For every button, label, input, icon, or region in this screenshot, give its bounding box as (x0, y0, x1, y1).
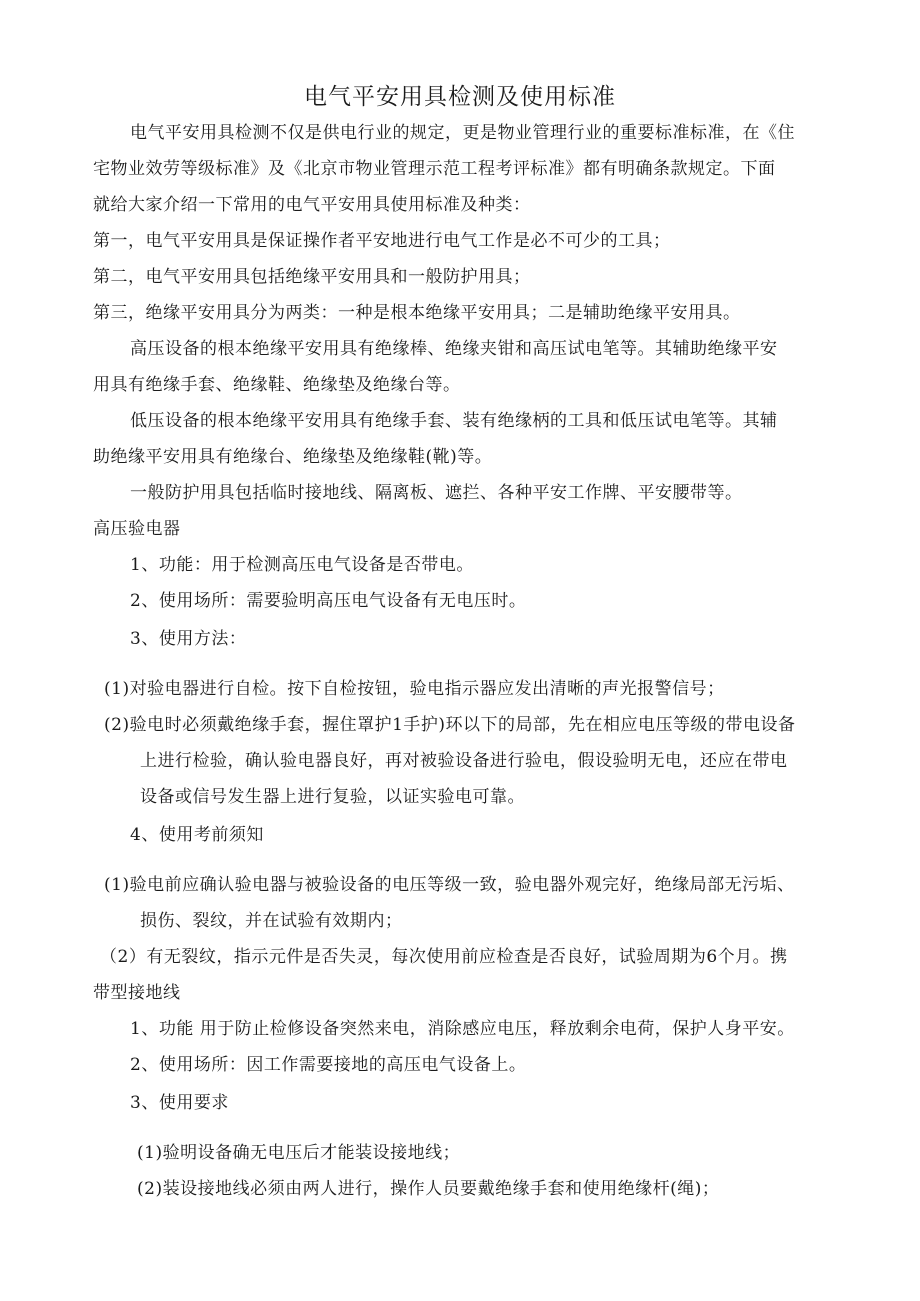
paragraph-line: 第三，绝缘平安用具分为两类：一种是根本绝缘平安用具；二是辅助绝缘平安用具。 (93, 303, 741, 323)
sub-list-continuation: 损伤、裂纹，并在试验有效期内； (140, 911, 403, 931)
sub-list-item: (1)验明设备确无电压后才能装设接地线； (137, 1143, 461, 1163)
list-item: 3、使用要求 (130, 1093, 229, 1113)
sub-list-continuation: 上进行检验，确认验电器良好，再对被验设备进行验电，假设验明无电，还应在带电 (140, 751, 788, 771)
sub-list-item: (1)验电前应确认验电器与被验设备的电压等级一致，验电器外观完好，绝缘局部无污垢、 (104, 875, 795, 895)
sub-list-continuation: 设备或信号发生器上进行复验，以证实验电可靠。 (140, 787, 525, 807)
paragraph-line: 用具有绝缘手套、绝缘鞋、绝缘垫及绝缘台等。 (93, 375, 461, 395)
document-title: 电气平安用具检测及使用标准 (304, 84, 616, 110)
sub-list-item: (2)装设接地线必须由两人进行，操作人员要戴绝缘手套和使用绝缘杆(绳)； (137, 1179, 720, 1199)
paragraph-line: 电气平安用具检测不仅是供电行业的规定，更是物业管理行业的重要标准标准，在《住 (130, 123, 795, 143)
list-item: 4、使用考前须知 (130, 825, 264, 845)
list-item: 3、使用方法： (130, 629, 247, 649)
paragraph-line: 就给大家介绍一下常用的电气平安用具使用标准及种类： (93, 195, 531, 215)
paragraph-line: 助绝缘平安用具有绝缘台、绝缘垫及绝缘鞋(靴)等。 (93, 447, 493, 467)
paragraph-line: 宅物业效劳等级标准》及《北京市物业管理示范工程考评标准》都有明确条款规定。下面 (93, 159, 776, 179)
section-heading: 带型接地线 (93, 983, 181, 1003)
paragraph-line: 第二，电气平安用具包括绝缘平安用具和一般防护用具； (93, 267, 531, 287)
sub-list-item: (2)验电时必须戴绝缘手套，握住罩护1手护)环以下的局部，先在相应电压等级的带电设备 (104, 715, 796, 735)
paragraph-line: 低压设备的根本绝缘平安用具有绝缘手套、装有绝缘柄的工具和低压试电笔等。其辅 (130, 411, 778, 431)
paragraph-line: 高压设备的根本绝缘平安用具有绝缘棒、绝缘夹钳和高压试电笔等。其辅助绝缘平安 (130, 339, 778, 359)
sub-list-item: （2）有无裂纹，指示元件是否失灵，每次使用前应检查是否良好，试验周期为6个月。携 (100, 947, 788, 967)
list-item: 2、使用场所：因工作需要接地的高压电气设备上。 (130, 1055, 527, 1075)
paragraph-line: 一般防护用具包括临时接地线、隔离板、遮拦、各种平安工作牌、平安腰带等。 (130, 483, 743, 503)
section-heading: 高压验电器 (93, 519, 181, 539)
paragraph-line: 第一，电气平安用具是保证操作者平安地进行电气工作是必不可少的工具； (93, 231, 671, 251)
list-item: 1、功能 用于防止检修设备突然来电，消除感应电压，释放剩余电荷，保护人身平安。 (130, 1019, 795, 1039)
sub-list-item: (1)对验电器进行自检。按下自检按钮，验电指示器应发出清晰的声光报警信号； (104, 679, 725, 699)
list-item: 2、使用场所：需要验明高压电气设备有无电压时。 (130, 591, 527, 611)
list-item: 1、功能：用于检测高压电气设备是否带电。 (130, 555, 474, 575)
